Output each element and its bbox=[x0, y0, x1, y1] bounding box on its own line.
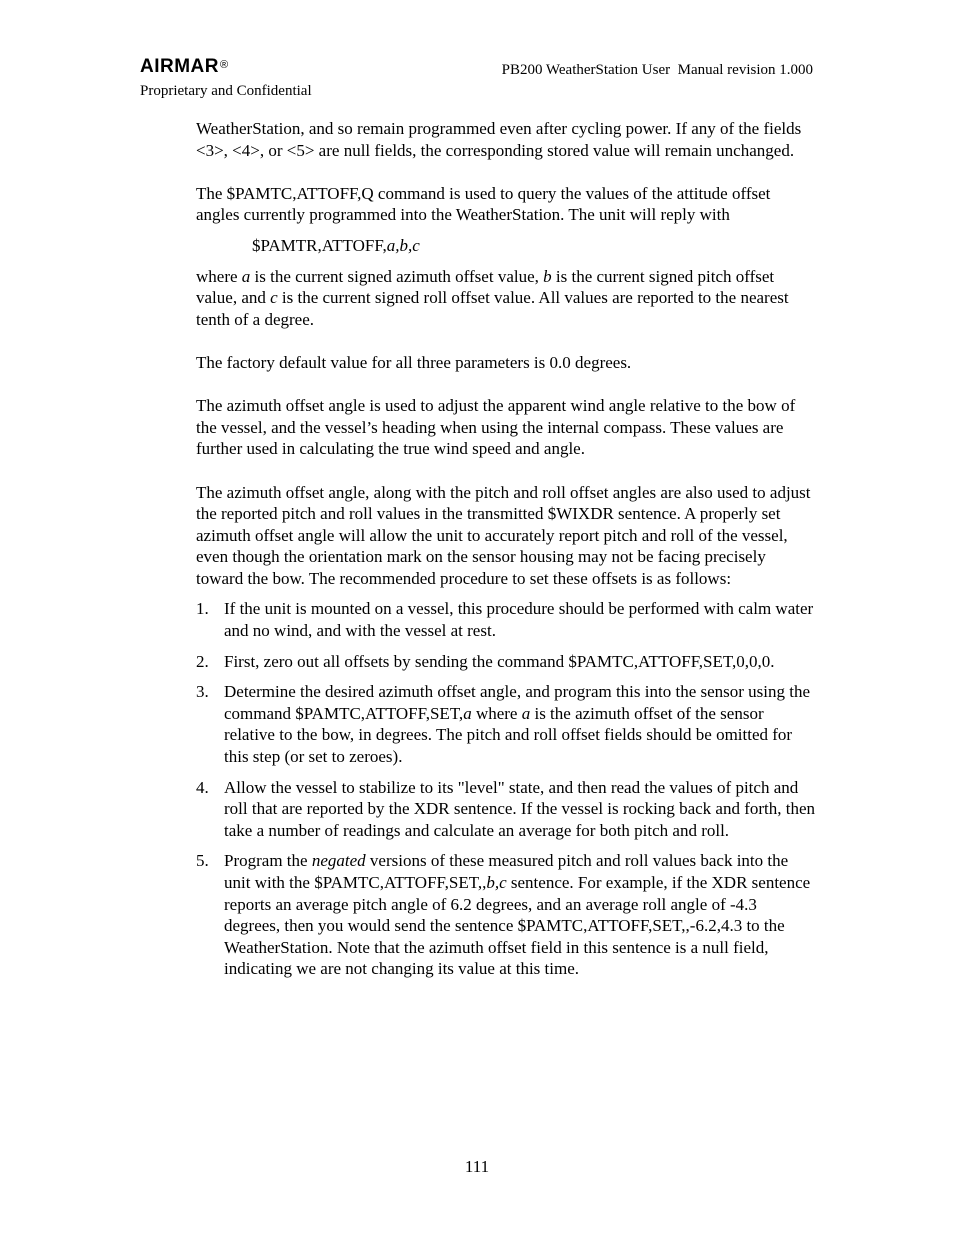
logo-text: AIRMAR bbox=[140, 56, 219, 77]
var-a: a bbox=[521, 703, 531, 723]
text-run: is the azimuth offset of the sensor relative to the bow, in degrees. The pitch and roll offset fields should be omitted for this step (or set to zeroes). bbox=[224, 703, 793, 767]
text-run: versions of these measured pitch and roll values back into the unit with the $PAMTC,ATTOFF,SET,, bbox=[224, 851, 789, 892]
paragraph-query-command: The $PAMTC,ATTOFF,Q command is used to query the values of the attitude offset angles currently programmed into the WeatherStation. The unit will reply with bbox=[196, 183, 771, 225]
var-bc: b,c bbox=[486, 873, 507, 892]
text-run: is the current signed roll offset value. All values are reported to the nearest tenth of a degree. bbox=[196, 288, 789, 329]
paragraph-factory-default: The factory default value for all three parameters is 0.0 degrees. bbox=[196, 352, 632, 372]
step-number: 3. bbox=[196, 682, 209, 702]
text-run: is the current signed azimuth offset value, bbox=[250, 266, 544, 286]
step-text bbox=[224, 851, 810, 978]
var-a: a bbox=[463, 703, 472, 723]
list-item bbox=[196, 777, 816, 842]
text-run: where bbox=[196, 266, 242, 286]
step-number: 4. bbox=[196, 777, 209, 797]
emphasis: negated bbox=[311, 851, 366, 871]
paragraph-azimuth-offset: The azimuth offset angle is used to adjust the apparent wind angle relative to the bow of the vessel, and the vessel’s heading when using the internal compass. These values are further used in calculating the true wind speed and angle. bbox=[196, 396, 796, 459]
step-text: First, zero out all offsets by sending the command $PAMTC,ATTOFF,SET,0,0,0. bbox=[224, 651, 775, 671]
step-number: 1. bbox=[196, 599, 209, 619]
paragraph-value-definitions bbox=[196, 266, 816, 331]
list-item bbox=[196, 681, 816, 767]
airmar-logo bbox=[140, 56, 312, 78]
page-body bbox=[196, 118, 816, 989]
text-run: where bbox=[471, 703, 522, 723]
paragraph-procedure-intro: The azimuth offset angle, along with the pitch and roll offset angles are also used to adjust the reported pitch and roll values in the transmitted $WIXDR sentence. A properly set azimuth offset angle will allow the unit to accurately report pitch and roll of the vessel, even though the orientation mark on the sensor housing may not be facing precisely toward the bow. The recommended procedure to set these offsets is as follows: bbox=[196, 482, 811, 588]
list-item bbox=[196, 651, 816, 673]
procedure-steps-list bbox=[196, 598, 816, 980]
reply-sentence bbox=[252, 235, 816, 257]
registered-mark: ® bbox=[220, 59, 229, 71]
reply-prefix: $PAMTR,ATTOFF, bbox=[252, 235, 387, 255]
reply-variables: a,b,c bbox=[386, 235, 420, 255]
var-a: a bbox=[241, 266, 251, 286]
text-run: Determine the desired azimuth offset angle, and program this into the sensor using the command $PAMTC,ATTOFF,SET, bbox=[224, 682, 811, 723]
step-text bbox=[224, 682, 810, 766]
step-text: If the unit is mounted on a vessel, this procedure should be performed with calm water and no wind, and with the vessel at rest. bbox=[224, 599, 814, 641]
document-title: PB200 WeatherStation User Manual revision 1.000 bbox=[501, 62, 813, 78]
var-c: c bbox=[270, 288, 278, 308]
step-number: 5. bbox=[196, 851, 209, 871]
page-header-left bbox=[140, 56, 312, 100]
text-run: sentence. For example, if the XDR sentence reports an average pitch angle of 6.2 degrees, and an average roll angle of -4.3 degrees, then you would send the sentence $PAMTC,ATTOFF,SET,,-6.2,4.3 to the WeatherStation. Note that the azimuth offset field in this sentence is a null field, indicating we are not changing its value at this time. bbox=[224, 873, 811, 979]
var-b: b bbox=[543, 266, 552, 286]
page-number: 111 bbox=[464, 1157, 490, 1176]
text-run: is the current signed pitch offset value, and bbox=[196, 266, 775, 308]
confidential-label: Proprietary and Confidential bbox=[140, 83, 312, 99]
list-item bbox=[196, 850, 816, 980]
step-number: 2. bbox=[196, 651, 209, 671]
paragraph-stored-values: WeatherStation, and so remain programmed even after cycling power. If any of the fields <3>, <4>, or <5> are null fields, the corresponding stored value will remain unchanged. bbox=[196, 119, 802, 160]
step-text: Allow the vessel to stabilize to its "level" state, and then read the values of pitch and roll that are reported by the XDR sentence. If the vessel is rocking back and forth, then take a number of readings and calculate an average for both pitch and roll. bbox=[224, 777, 816, 840]
text-run: Program the bbox=[224, 851, 312, 871]
list-item bbox=[196, 598, 816, 641]
